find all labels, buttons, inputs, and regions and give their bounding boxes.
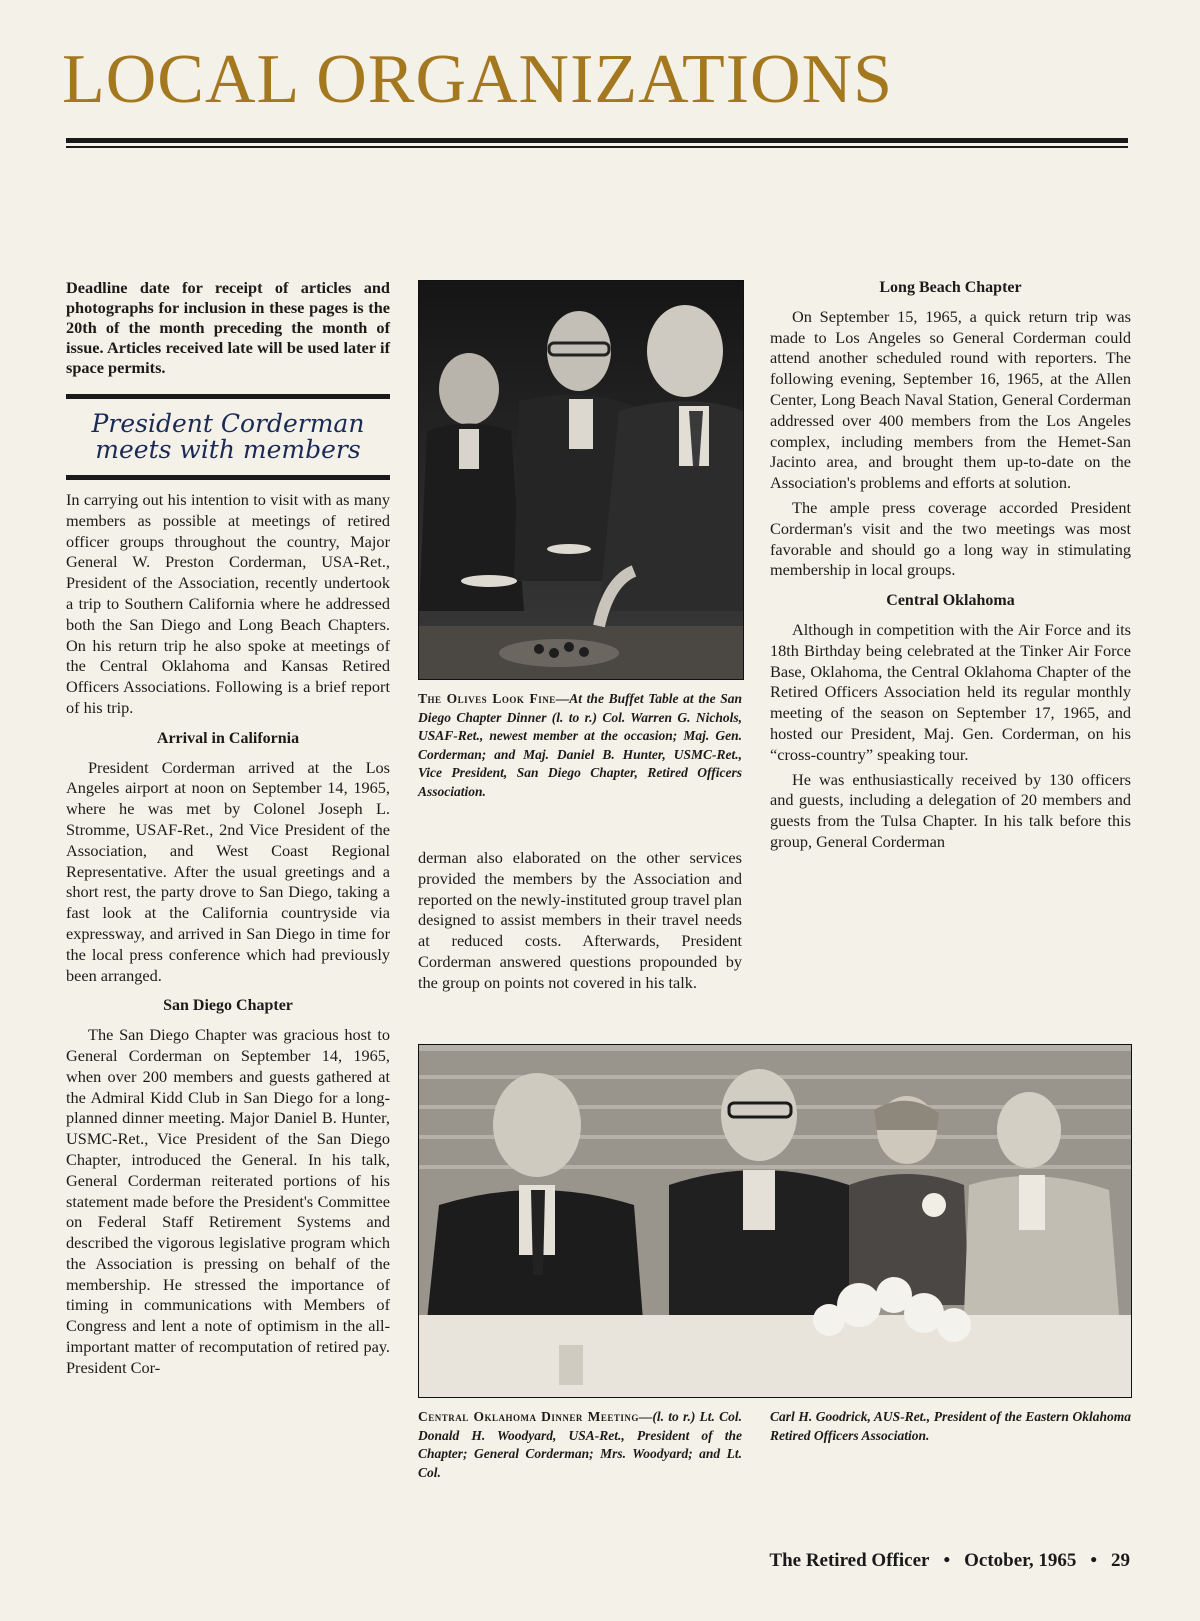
page-footer: The Retired Officer • October, 1965 • 29: [769, 1550, 1130, 1571]
caption1-lead: The Olives Look Fine: [418, 691, 556, 706]
publication-name: The Retired Officer: [769, 1550, 930, 1571]
masthead-rule-thin: [66, 146, 1128, 148]
arrival-text: President Corderman arrived at the Los Angeles airport at noon on September 14, 1965, where he was met by Colonel Joseph L. Stromme, USAF-Ret., 2nd Vice President of the Association, and West Coast Regional Representative. After the usual greetings and a short rest, the party drove to San Diego, taking a fast look at the California countryside via expressway, and arrived in San Diego in time for the local press conference which had previously been arranged.: [66, 757, 390, 985]
caption1-text: —At the Buffet Table at the San Diego Chapter Dinner (l. to r.) Col. Warren G. Nichols, USAF-Ret., newest member at the occasion; Maj. Gen. Corderman; and Maj. Daniel B. Hunter, USMC-Ret., Vice President, San Diego Chapter, Retired Officers Association.: [418, 691, 742, 799]
dinner-meeting-photo: [418, 1044, 1132, 1398]
middle-column: [418, 848, 742, 994]
headline-line-2: meets with members: [95, 435, 361, 464]
deadline-notice: Deadline date for receipt of articles and photographs for inclusion in these pages is the 20th of the month preceding the month of issue. Articles received late will be used later if space permits.: [66, 278, 390, 377]
caption2-text-b: Carl H. Goodrick, AUS-Ret., President of the Eastern Oklahoma Retired Officers Association.: [770, 1409, 1131, 1443]
arrival-heading: Arrival in California: [156, 729, 300, 747]
longbeach-heading: Long Beach Chapter: [879, 279, 1022, 296]
dinner-photo-illustration: [419, 1045, 1131, 1397]
article-intro: In carrying out his intention to visit with as many members as possible at meetings of retired officer groups throughout the country, Major General W. Preston Corderman, USA-Ret., President of the Association, recently undertook a trip to Southern California where he addressed both the San Diego and Long Beach Chapters. On his return trip he also spoke at meetings of the Central Oklahoma and Kansas Retired Officers Associations. Following is a brief report of his trip.: [66, 490, 390, 717]
sandiego-continued: derman also elaborated on the other services provided the members by the Association and reported on the newly-instituted group travel plan designed to assist members in their travel needs at reduced costs. Afterwards, President Corderman answered questions propounded by the group on points not covered in his talk.: [418, 848, 742, 992]
oklahoma-text-2: He was enthusiastically received by 130 officers and guests, including a delegation of 20 members and guests from the Tulsa Chapter. In his talk before this group, General Corderman: [770, 769, 1131, 851]
buffet-table-photo: [418, 280, 744, 680]
dinner-photo-caption-right: [770, 1408, 1131, 1445]
headline-bottom-rule: [66, 475, 390, 480]
buffet-photo-illustration: [419, 281, 743, 679]
sandiego-heading: San Diego Chapter: [163, 997, 293, 1015]
headline-line-1: President Corderman: [91, 409, 365, 438]
masthead-rule: [66, 138, 1128, 143]
oklahoma-text-1: Although in competition with the Air Force and its 18th Birthday being celebrated at the Tinker Air Force Base, Oklahoma, the Central Oklahoma Chapter of the Retired Officers Association held its regular monthly meeting of the season on September 17, 1965, and hosted our President, Maj. Gen. Corderman, on his “cross-country” speaking tour.: [770, 619, 1131, 764]
headline-top-rule: [66, 394, 390, 399]
section-title: LOCAL ORGANIZATIONS: [62, 41, 894, 118]
sandiego-text: The San Diego Chapter was gracious host to General Corderman on September 14, 1965, when over 200 members and guests gathered at the Admiral Kidd Club in San Diego for a long-planned dinner meeting. Major Daniel B. Hunter, USMC-Ret., Vice President of the San Diego Chapter, introduced the General. In his talk, General Corderman reiterated portions of his statement made before the President's Committee on Federal Staff Retirement Systems and described the vigorous legislative program which the Association is pressing on behalf of the membership. He stressed the importance of timing in communications with Members of Congress and lent a note of optimism in the all-important matter of recomputation of retired pay. President Cor-: [66, 1025, 390, 1377]
article-headline: [66, 411, 390, 463]
page-number: 29: [1111, 1550, 1130, 1571]
left-column: [66, 278, 390, 1379]
buffet-photo-caption: [418, 690, 742, 802]
longbeach-text-1: On September 15, 1965, a quick return trip was made to Los Angeles so General Corderman could attend another scheduled round with reporters. The following evening, September 16, 1965, at the Allen Center, Long Beach Naval Station, General Corderman addressed over 400 members from the Los Angeles complex, including members from the Hemet-San Jacinto area, and brought them up-to-date on the Association's problems and efforts at solution.: [770, 306, 1131, 493]
caption2-text-a: —(l. to r.) Lt. Col. Donald H. Woodyard, USA-Ret., President of the Chapter; General Corderman; Mrs. Woodyard; and Lt. Col.: [418, 1409, 742, 1480]
issue-date: October, 1965: [964, 1550, 1077, 1571]
oklahoma-heading: Central Oklahoma: [886, 592, 1015, 610]
right-column: [770, 278, 1131, 853]
caption2-lead: Central Oklahoma Dinner Meeting: [418, 1409, 639, 1424]
dinner-photo-caption-left: [418, 1408, 742, 1482]
longbeach-text-2: The ample press coverage accorded President Corderman's visit and the two meetings was most favorable and should go a long way in stimulating membership in local groups.: [770, 497, 1131, 580]
